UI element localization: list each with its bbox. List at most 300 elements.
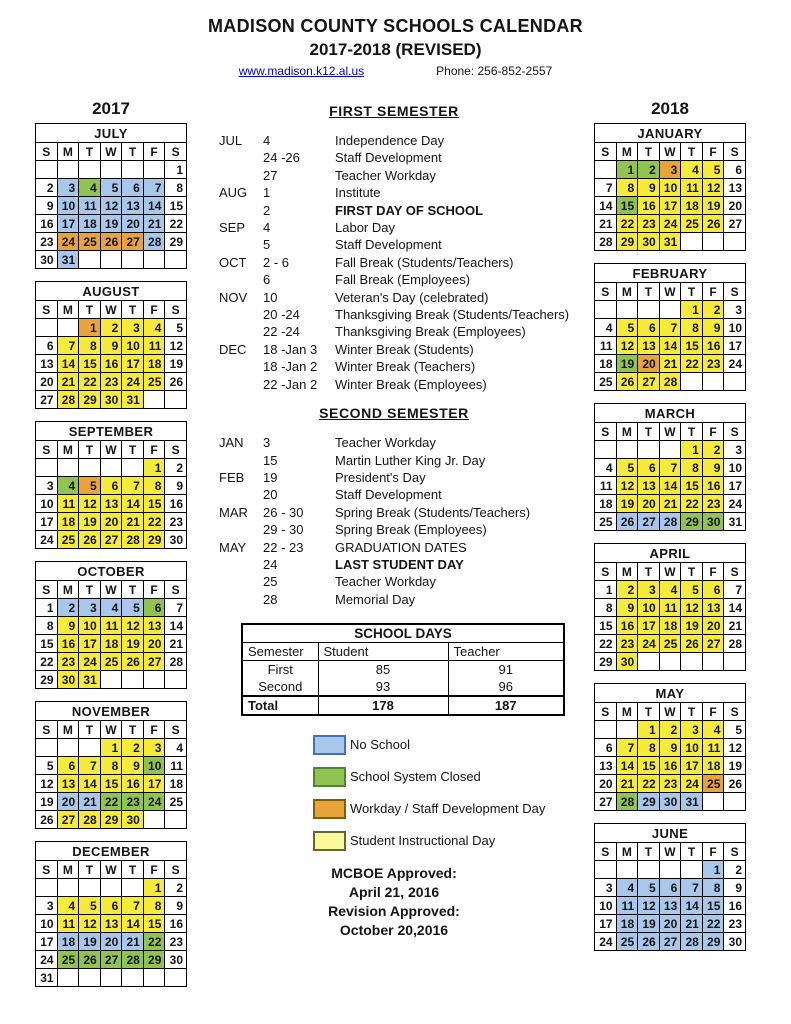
- event-name: Labor Day: [335, 220, 395, 236]
- day-cell: 18: [595, 355, 617, 373]
- event-row: [219, 219, 583, 236]
- approval-line: MCBOE Approved:: [331, 865, 457, 882]
- day-cell-empty: [79, 251, 101, 269]
- day-cell: 12: [638, 897, 660, 915]
- day-cell: 14: [616, 757, 638, 775]
- day-cell: 31: [79, 671, 101, 689]
- day-cell: 28: [616, 793, 638, 811]
- day-cell: 31: [724, 513, 746, 531]
- day-cell-empty: [79, 879, 101, 897]
- first-semester-list: [219, 132, 583, 393]
- day-cell: 20: [57, 793, 79, 811]
- day-cell: 10: [638, 599, 660, 617]
- day-of-week-header: S: [724, 143, 746, 161]
- day-cell-empty: [595, 161, 617, 179]
- day-cell: 18: [100, 635, 122, 653]
- event-month: [219, 521, 263, 538]
- day-cell: 14: [79, 775, 101, 793]
- day-cell: 7: [724, 581, 746, 599]
- day-cell: 26: [681, 635, 703, 653]
- day-cell: 2: [122, 739, 144, 757]
- day-of-week-header: W: [100, 301, 122, 319]
- day-of-week-header: M: [616, 843, 638, 861]
- day-cell-empty: [595, 861, 617, 879]
- day-cell: 9: [659, 739, 681, 757]
- legend-label: No School: [350, 737, 410, 753]
- day-cell: 3: [595, 879, 617, 897]
- event-name: Teacher Workday: [335, 574, 436, 590]
- day-cell: 20: [595, 775, 617, 793]
- month-title: JULY: [36, 124, 187, 143]
- day-cell: 12: [79, 915, 101, 933]
- day-of-week-header: S: [724, 283, 746, 301]
- day-cell: 24: [36, 531, 58, 549]
- day-cell: 5: [616, 459, 638, 477]
- website-link[interactable]: www.madison.k12.al.us: [238, 64, 365, 78]
- day-cell-empty: [638, 301, 660, 319]
- day-of-week-header: M: [57, 581, 79, 599]
- day-cell: 25: [57, 531, 79, 549]
- day-cell: 24: [79, 653, 101, 671]
- month-title: MAY: [595, 684, 746, 703]
- event-dates: 27: [263, 167, 278, 183]
- day-cell: 25: [659, 635, 681, 653]
- day-cell: 26: [36, 811, 58, 829]
- event-dates: 29 - 30: [263, 522, 304, 538]
- day-cell: 5: [724, 721, 746, 739]
- day-cell: 14: [57, 355, 79, 373]
- day-cell: 12: [100, 197, 122, 215]
- day-cell: 1: [638, 721, 660, 739]
- day-of-week-header: M: [616, 283, 638, 301]
- school-days-cell: First: [242, 661, 318, 679]
- day-cell: 4: [165, 739, 187, 757]
- day-cell: 22: [143, 513, 165, 531]
- event-dates: 6: [263, 272, 271, 288]
- day-of-week-header: T: [79, 301, 101, 319]
- day-cell: 8: [79, 337, 101, 355]
- event-month: OCT: [219, 254, 247, 270]
- month-title: NOVEMBER: [36, 702, 187, 721]
- day-of-week-header: S: [36, 301, 58, 319]
- month-title: MARCH: [595, 404, 746, 423]
- day-of-week-header: T: [122, 861, 144, 879]
- calendar-column-2017: [35, 99, 187, 999]
- day-cell-empty: [681, 653, 703, 671]
- day-cell: 20: [100, 513, 122, 531]
- day-cell: 23: [165, 513, 187, 531]
- day-of-week-header: T: [122, 721, 144, 739]
- day-cell: 10: [79, 617, 101, 635]
- day-cell: 5: [165, 319, 187, 337]
- day-cell: 20: [143, 635, 165, 653]
- day-cell: 14: [122, 495, 144, 513]
- day-cell: 7: [659, 459, 681, 477]
- day-cell-empty: [659, 861, 681, 879]
- event-name: FIRST DAY OF SCHOOL: [335, 202, 484, 218]
- day-cell: 17: [79, 635, 101, 653]
- event-month: [219, 202, 263, 219]
- event-dates: 3: [263, 435, 271, 451]
- day-cell: 13: [100, 495, 122, 513]
- event-name: Staff Development: [335, 150, 442, 166]
- day-cell: 4: [57, 897, 79, 915]
- day-cell: 11: [165, 757, 187, 775]
- day-cell: 18: [57, 933, 79, 951]
- day-cell: 21: [79, 793, 101, 811]
- day-cell: 18: [681, 197, 703, 215]
- day-cell: 30: [638, 233, 660, 251]
- event-row: [219, 573, 583, 590]
- event-month: [219, 271, 263, 288]
- event-month: [219, 236, 263, 253]
- day-cell: 17: [724, 337, 746, 355]
- day-cell: 3: [36, 897, 58, 915]
- event-month: [219, 452, 263, 469]
- event-dates: 18 -Jan 2: [263, 359, 318, 375]
- day-cell: 19: [79, 513, 101, 531]
- legend-item: [313, 830, 583, 851]
- event-month: JAN: [219, 435, 244, 451]
- day-cell: 30: [57, 671, 79, 689]
- day-cell: 14: [659, 337, 681, 355]
- day-cell: 22: [681, 355, 703, 373]
- day-cell-empty: [638, 653, 660, 671]
- day-cell: 7: [165, 599, 187, 617]
- day-cell: 8: [36, 617, 58, 635]
- day-cell: 26: [100, 233, 122, 251]
- day-cell-empty: [681, 373, 703, 391]
- day-of-week-header: S: [595, 843, 617, 861]
- event-dates: 24 -26: [263, 150, 300, 166]
- day-cell-empty: [122, 459, 144, 477]
- day-of-week-header: F: [702, 563, 724, 581]
- page-title: MADISON COUNTY SCHOOLS CALENDAR: [208, 16, 583, 36]
- day-cell: 26: [616, 373, 638, 391]
- calendar-april: [594, 543, 746, 671]
- month-title: FEBRUARY: [595, 264, 746, 283]
- event-month: [219, 376, 263, 393]
- day-cell-empty: [702, 233, 724, 251]
- day-cell: 13: [724, 179, 746, 197]
- day-cell: 9: [36, 197, 58, 215]
- document-header: [0, 16, 791, 78]
- day-cell-empty: [100, 671, 122, 689]
- day-cell: 3: [143, 739, 165, 757]
- event-name: Martin Luther King Jr. Day: [335, 452, 486, 468]
- day-cell: 11: [79, 197, 101, 215]
- day-cell: 9: [165, 897, 187, 915]
- day-cell: 29: [616, 233, 638, 251]
- day-cell: 20: [100, 933, 122, 951]
- event-month: [219, 167, 263, 184]
- day-cell-empty: [595, 721, 617, 739]
- day-cell: 19: [616, 495, 638, 513]
- day-cell: 31: [122, 391, 144, 409]
- day-cell: 12: [702, 179, 724, 197]
- day-cell: 5: [36, 757, 58, 775]
- day-cell: 12: [724, 739, 746, 757]
- day-cell: 20: [36, 373, 58, 391]
- day-cell: 15: [681, 477, 703, 495]
- day-cell: 6: [143, 599, 165, 617]
- day-of-week-header: F: [702, 423, 724, 441]
- day-cell: 30: [165, 951, 187, 969]
- day-cell: 7: [57, 337, 79, 355]
- day-cell: 8: [143, 477, 165, 495]
- event-name: Winter Break (Employees): [335, 376, 487, 392]
- day-cell: 12: [616, 477, 638, 495]
- day-of-week-header: T: [638, 843, 660, 861]
- day-cell: 11: [143, 337, 165, 355]
- day-cell: 15: [638, 757, 660, 775]
- day-cell: 30: [659, 793, 681, 811]
- event-dates: 2 - 6: [263, 254, 290, 270]
- event-dates: 10: [263, 289, 278, 305]
- day-of-week-header: F: [702, 283, 724, 301]
- day-cell: 26: [79, 951, 101, 969]
- day-of-week-header: T: [681, 843, 703, 861]
- day-cell: 24: [681, 775, 703, 793]
- day-cell: 11: [100, 617, 122, 635]
- contact-row: [0, 64, 791, 78]
- event-row: [219, 236, 583, 253]
- day-cell: 25: [595, 513, 617, 531]
- legend-item: [313, 766, 583, 787]
- calendar-september: [35, 421, 187, 549]
- day-cell: 19: [724, 757, 746, 775]
- day-cell: 14: [122, 915, 144, 933]
- day-cell: 1: [36, 599, 58, 617]
- day-cell: 10: [659, 179, 681, 197]
- day-cell: 14: [165, 617, 187, 635]
- day-cell: 22: [36, 653, 58, 671]
- event-row: [219, 254, 583, 271]
- day-cell: 29: [36, 671, 58, 689]
- day-cell: 4: [595, 319, 617, 337]
- day-cell-empty: [595, 441, 617, 459]
- event-row: [219, 591, 583, 608]
- day-of-week-header: W: [659, 143, 681, 161]
- day-cell: 16: [122, 775, 144, 793]
- day-cell: 28: [57, 391, 79, 409]
- day-cell: 6: [659, 879, 681, 897]
- day-cell: 8: [702, 879, 724, 897]
- day-cell: 4: [702, 721, 724, 739]
- day-cell: 18: [702, 757, 724, 775]
- day-cell: 27: [638, 513, 660, 531]
- day-cell-empty: [702, 793, 724, 811]
- day-cell-empty: [79, 969, 101, 987]
- day-cell: 8: [165, 179, 187, 197]
- day-cell: 17: [122, 355, 144, 373]
- day-cell-empty: [100, 251, 122, 269]
- day-cell: 10: [36, 915, 58, 933]
- event-name: Fall Break (Employees): [335, 272, 471, 288]
- day-cell: 23: [36, 233, 58, 251]
- day-of-week-header: M: [616, 423, 638, 441]
- day-cell: 3: [724, 301, 746, 319]
- day-cell-empty: [36, 879, 58, 897]
- day-cell: 20: [122, 215, 144, 233]
- day-cell: 15: [143, 495, 165, 513]
- event-month: AUG: [219, 185, 248, 201]
- day-cell: 10: [143, 757, 165, 775]
- day-cell: 7: [79, 757, 101, 775]
- school-days-table: [241, 623, 565, 716]
- day-of-week-header: M: [616, 143, 638, 161]
- day-cell: 28: [659, 373, 681, 391]
- day-cell: 1: [616, 161, 638, 179]
- day-cell: 16: [702, 477, 724, 495]
- event-dates: 2: [263, 202, 271, 218]
- event-row: [219, 202, 583, 219]
- day-cell: 26: [616, 513, 638, 531]
- day-cell: 4: [659, 581, 681, 599]
- day-cell: 28: [143, 233, 165, 251]
- event-name: Institute: [335, 185, 381, 201]
- school-days-total-cell: 178: [318, 696, 448, 715]
- day-of-week-header: T: [681, 283, 703, 301]
- center-column: [205, 103, 583, 940]
- day-of-week-header: S: [595, 283, 617, 301]
- event-dates: 4: [263, 220, 271, 236]
- day-cell: 14: [724, 599, 746, 617]
- event-name: Memorial Day: [335, 591, 416, 607]
- day-cell-empty: [79, 739, 101, 757]
- day-cell-empty: [57, 161, 79, 179]
- day-cell: 11: [595, 337, 617, 355]
- second-semester-list: [219, 434, 583, 608]
- day-cell: 30: [724, 933, 746, 951]
- legend: [313, 734, 583, 851]
- day-cell: 27: [702, 635, 724, 653]
- day-cell: 22: [616, 215, 638, 233]
- day-cell: 8: [616, 179, 638, 197]
- year-label-2018: 2018: [651, 99, 689, 118]
- day-cell: 21: [165, 635, 187, 653]
- day-of-week-header: W: [659, 703, 681, 721]
- day-cell-empty: [616, 721, 638, 739]
- month-title: APRIL: [595, 544, 746, 563]
- day-cell-empty: [57, 739, 79, 757]
- day-of-week-header: W: [659, 423, 681, 441]
- day-of-week-header: S: [165, 143, 187, 161]
- day-cell: 5: [616, 319, 638, 337]
- day-of-week-header: T: [638, 423, 660, 441]
- day-cell: 4: [100, 599, 122, 617]
- day-cell-empty: [100, 161, 122, 179]
- event-dates: 22 -24: [263, 324, 300, 340]
- calendar-march: [594, 403, 746, 531]
- calendar-january: [594, 123, 746, 251]
- day-cell-empty: [659, 301, 681, 319]
- event-name: Fall Break (Students/Teachers): [335, 254, 514, 270]
- day-cell: 28: [724, 635, 746, 653]
- day-of-week-header: F: [702, 843, 724, 861]
- day-of-week-header: W: [100, 721, 122, 739]
- day-of-week-header: T: [79, 581, 101, 599]
- day-cell: 16: [659, 757, 681, 775]
- day-cell: 27: [143, 653, 165, 671]
- day-of-week-header: F: [143, 581, 165, 599]
- day-cell-empty: [79, 161, 101, 179]
- day-cell: 19: [681, 617, 703, 635]
- day-cell-empty: [57, 459, 79, 477]
- day-cell: 24: [57, 233, 79, 251]
- day-of-week-header: T: [79, 721, 101, 739]
- day-cell: 25: [616, 933, 638, 951]
- event-name: Staff Development: [335, 487, 442, 503]
- day-cell: 4: [79, 179, 101, 197]
- month-title: SEPTEMBER: [36, 422, 187, 441]
- day-cell-empty: [143, 251, 165, 269]
- day-cell: 9: [616, 599, 638, 617]
- event-month: [219, 149, 263, 166]
- day-cell-empty: [36, 739, 58, 757]
- day-cell: 21: [681, 915, 703, 933]
- day-cell: 10: [681, 739, 703, 757]
- day-cell: 17: [724, 477, 746, 495]
- day-cell: 27: [57, 811, 79, 829]
- calendar-december: [35, 841, 187, 987]
- event-name: LAST STUDENT DAY: [335, 556, 464, 572]
- event-name: Spring Break (Students/Teachers): [335, 504, 531, 520]
- day-of-week-header: T: [681, 423, 703, 441]
- day-cell: 24: [659, 215, 681, 233]
- day-cell-empty: [659, 653, 681, 671]
- day-cell: 13: [100, 915, 122, 933]
- school-days-title: SCHOOL DAYS: [242, 624, 564, 643]
- event-dates: 15: [263, 452, 278, 468]
- event-dates: 24: [263, 556, 278, 572]
- event-month: [219, 323, 263, 340]
- day-cell: 28: [659, 513, 681, 531]
- day-cell: 18: [616, 915, 638, 933]
- event-dates: 4: [263, 133, 271, 148]
- day-of-week-header: S: [724, 703, 746, 721]
- day-cell-empty: [165, 251, 187, 269]
- day-cell: 16: [165, 495, 187, 513]
- day-cell: 2: [57, 599, 79, 617]
- day-cell: 29: [79, 391, 101, 409]
- day-cell: 23: [638, 215, 660, 233]
- event-row: [219, 323, 583, 340]
- event-name: Thanksgiving Break (Employees): [335, 324, 526, 340]
- day-cell: 16: [616, 617, 638, 635]
- day-cell: 2: [165, 459, 187, 477]
- event-name: Staff Development: [335, 237, 442, 253]
- day-cell: 15: [143, 915, 165, 933]
- day-cell: 9: [702, 459, 724, 477]
- day-cell: 16: [724, 897, 746, 915]
- day-cell: 13: [638, 337, 660, 355]
- day-of-week-header: T: [122, 301, 144, 319]
- day-cell: 8: [100, 757, 122, 775]
- day-cell: 12: [36, 775, 58, 793]
- calendar-june: [594, 823, 746, 951]
- day-of-week-header: T: [79, 143, 101, 161]
- day-cell: 25: [595, 373, 617, 391]
- day-of-week-header: S: [165, 861, 187, 879]
- day-of-week-header: S: [724, 563, 746, 581]
- day-cell: 30: [122, 811, 144, 829]
- day-cell: 6: [724, 161, 746, 179]
- day-cell: 14: [659, 477, 681, 495]
- day-cell: 28: [165, 653, 187, 671]
- day-cell: 3: [57, 179, 79, 197]
- day-cell: 2: [616, 581, 638, 599]
